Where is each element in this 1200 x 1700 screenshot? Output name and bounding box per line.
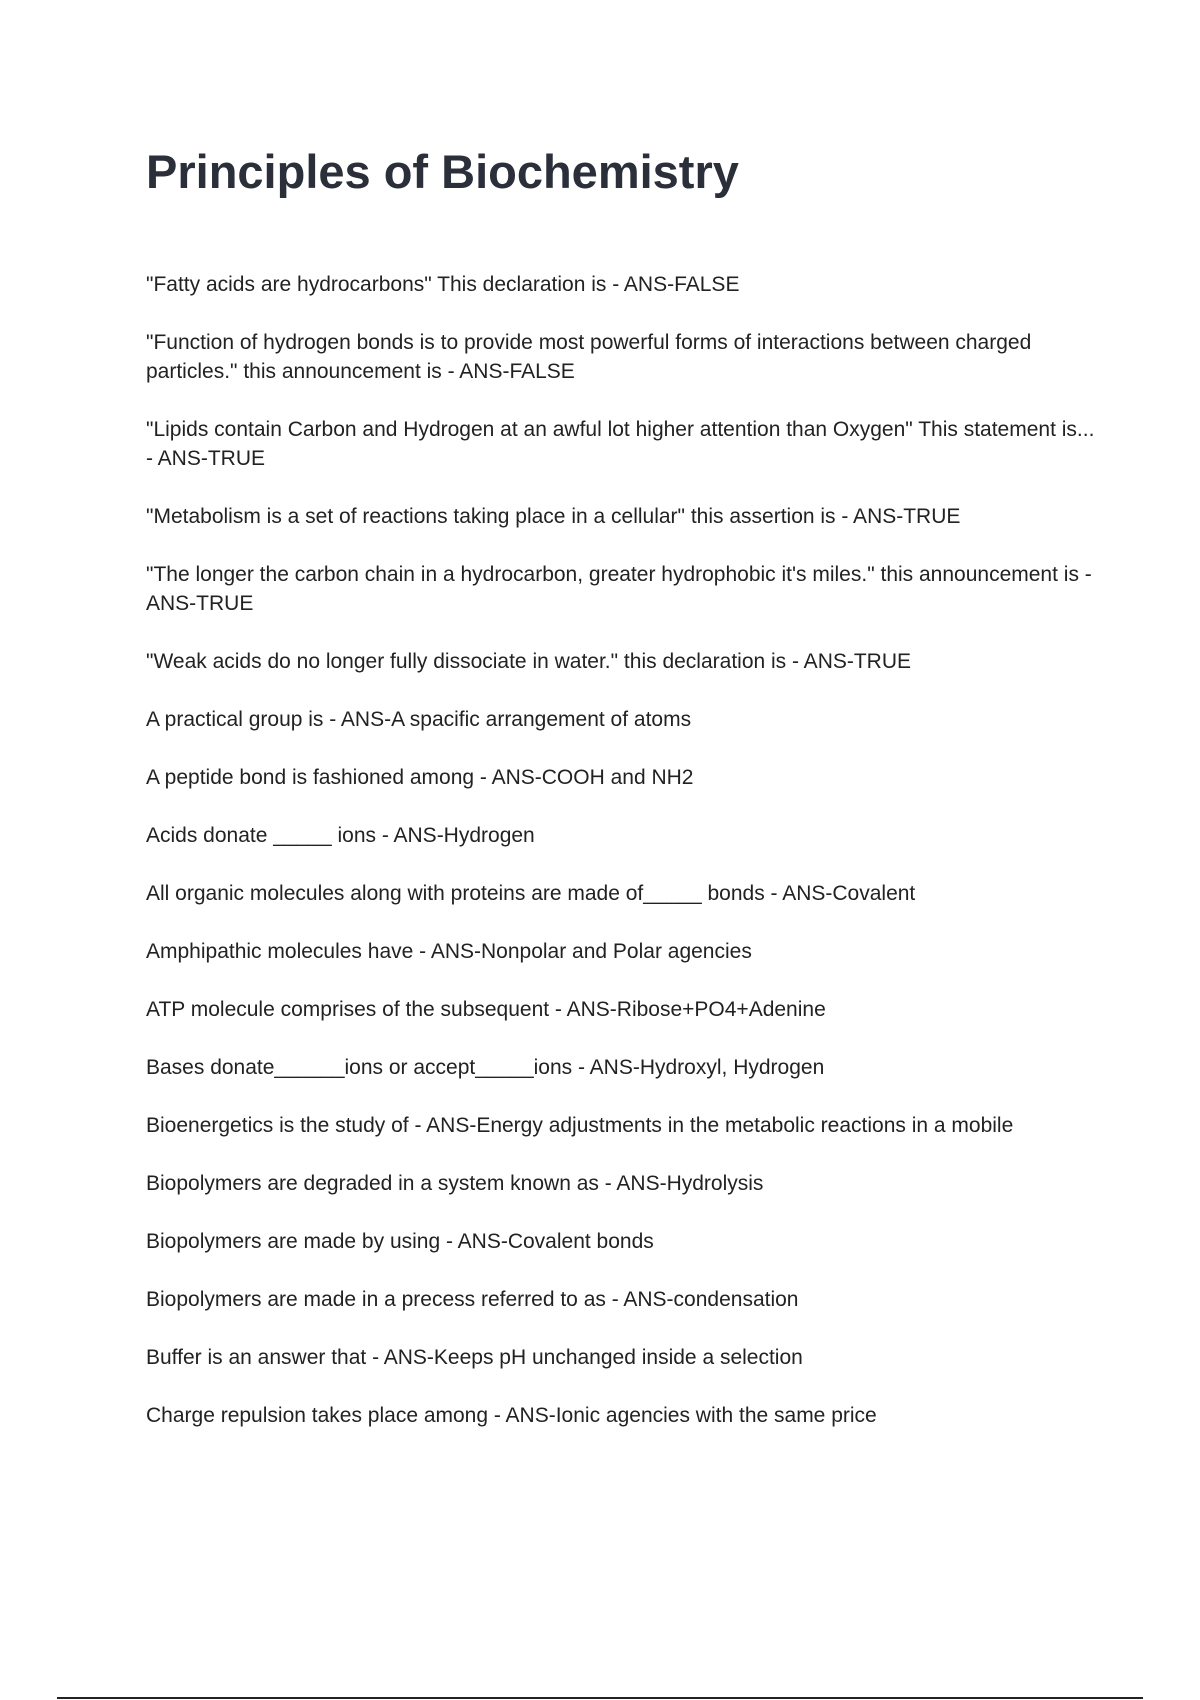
qa-item-5: "The longer the carbon chain in a hydrocarbon, greater hydrophobic it's miles." this announcement is - ANS-TRUE	[146, 563, 1092, 615]
qa-item-8: A peptide bond is fashioned among - ANS-COOH and NH2	[146, 766, 694, 789]
qa-item-11: Amphipathic molecules have - ANS-Nonpolar and Polar agencies	[146, 940, 752, 963]
qa-item-12: ATP molecule comprises of the subsequent - ANS-Ribose+PO4+Adenine	[146, 998, 826, 1021]
qa-item-10: All organic molecules along with proteins are made of_____ bonds - ANS-Covalent	[146, 882, 916, 905]
qa-item-6: "Weak acids do no longer fully dissociate in water." this declaration is - ANS-TRUE	[146, 650, 912, 673]
document-title: Principles of Biochemistry	[146, 145, 739, 198]
qa-item-15: Biopolymers are degraded in a system known as - ANS-Hydrolysis	[146, 1172, 764, 1195]
qa-item-13: Bases donate______ions or accept_____ions - ANS-Hydroxyl, Hydrogen	[146, 1056, 825, 1079]
qa-item-19: Charge repulsion takes place among - ANS-Ionic agencies with the same price	[146, 1404, 877, 1427]
qa-item-3: "Lipids contain Carbon and Hydrogen at an awful lot higher attention than Oxygen" This statement is... - ANS-TRUE	[146, 418, 1095, 470]
qa-item-1: "Fatty acids are hydrocarbons" This declaration is - ANS-FALSE	[146, 273, 740, 296]
qa-item-9: Acids donate _____ ions - ANS-Hydrogen	[146, 824, 535, 847]
qa-item-17: Biopolymers are made in a precess referred to as - ANS-condensation	[146, 1288, 799, 1311]
qa-list	[146, 270, 1096, 1459]
qa-item-18: Buffer is an answer that - ANS-Keeps pH unchanged inside a selection	[146, 1346, 803, 1369]
qa-item-16: Biopolymers are made by using - ANS-Covalent bonds	[146, 1230, 654, 1253]
qa-item-7: A practical group is - ANS-A spacific arrangement of atoms	[146, 708, 692, 731]
qa-item-2: "Function of hydrogen bonds is to provide most powerful forms of interactions between charged particles." this announcement is - ANS-FALSE	[146, 331, 1032, 383]
qa-item-4: "Metabolism is a set of reactions taking place in a cellular" this assertion is - ANS-TRUE	[146, 505, 961, 528]
footer-divider	[57, 1697, 1143, 1699]
qa-item-14: Bioenergetics is the study of - ANS-Energy adjustments in the metabolic reactions in a mobile	[146, 1114, 1014, 1137]
